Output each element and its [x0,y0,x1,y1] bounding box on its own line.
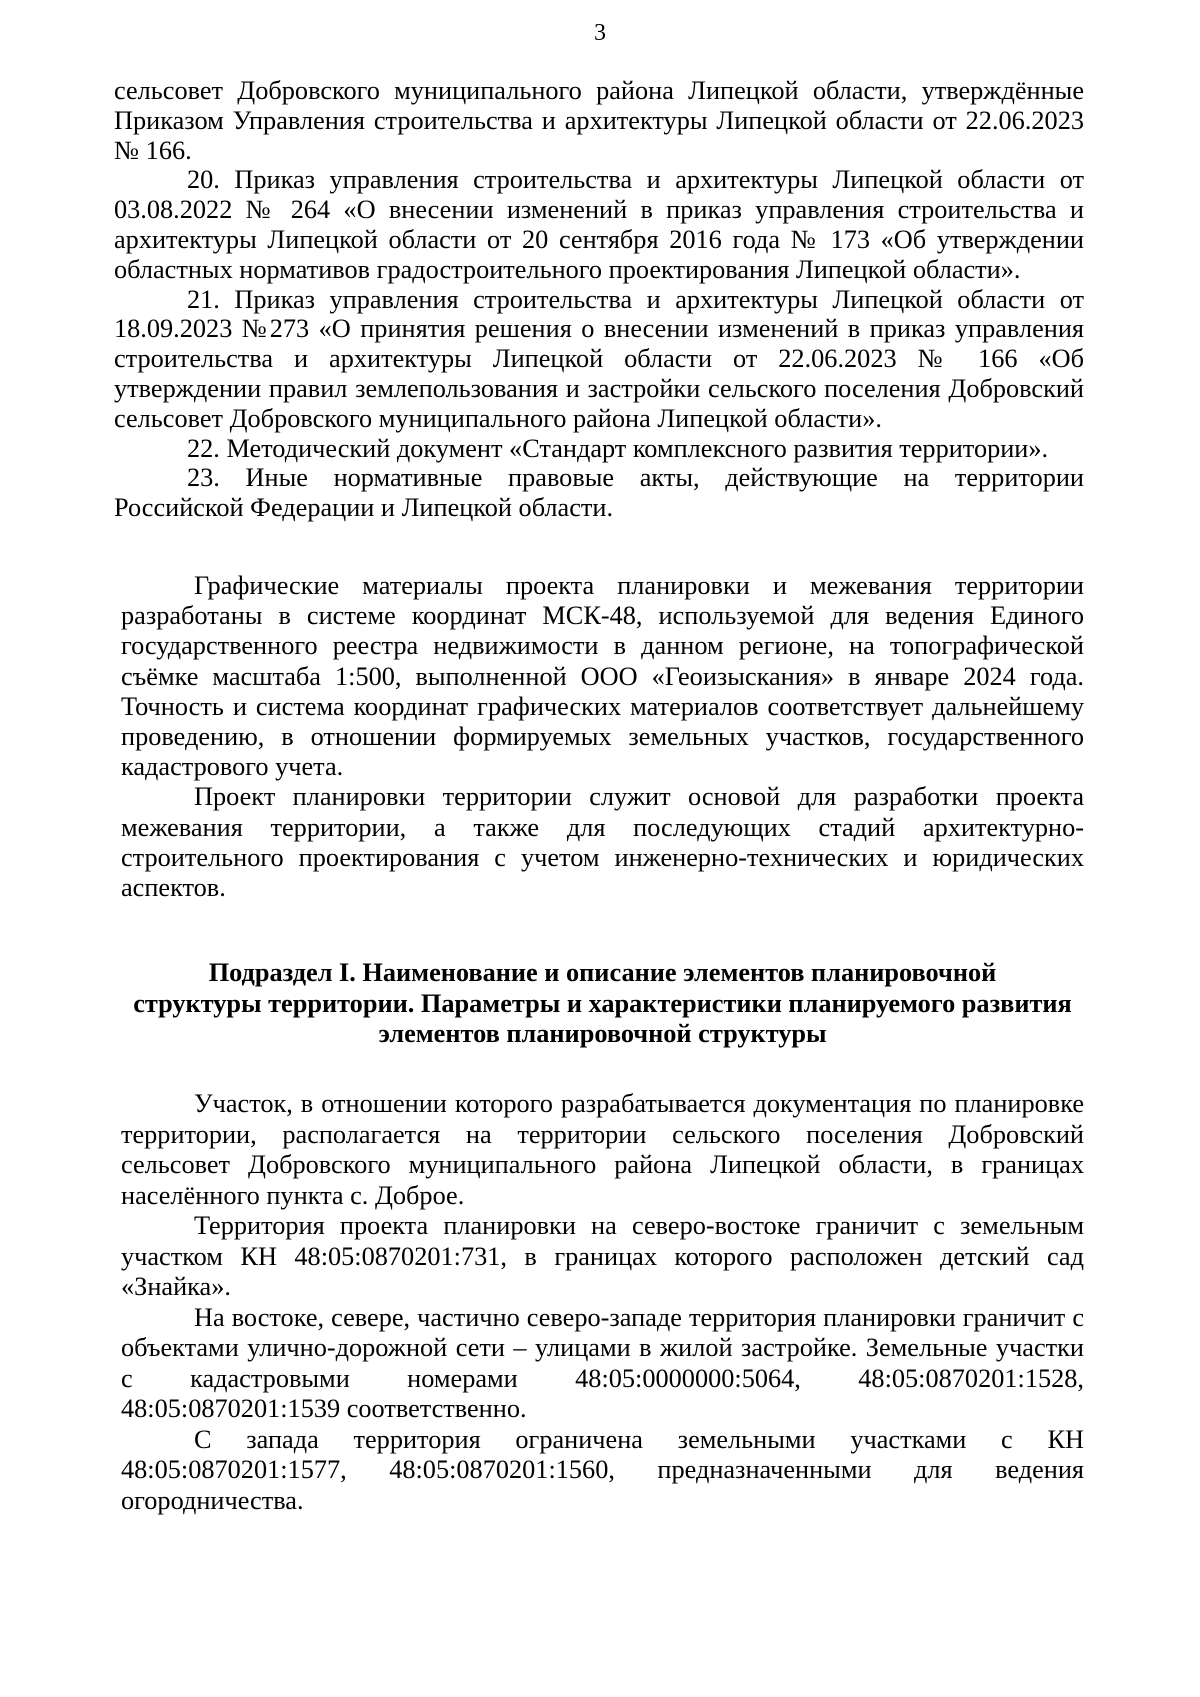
list-item-22: 22. Методический документ «Стандарт комплексного развития территории». [187,433,1049,463]
section-heading [121,958,1084,1050]
paragraph-basis: Проект планировки территории служит основой для разработки проекта межевания территории, а также для последующих стадий архитектурно-строительного проектирования с учетом инженерно-технических и юридических аспектов. [121,782,1084,903]
list-item-21: 21. Приказ управления строительства и архитектуры Липецкой области от 18.09.2023 №273 «О принятия решения о внесении изменений в приказ управления строительства и архитектуры Липецкой области от 22.06.2023 № 166 «Об утверждении правил землепользования и застройки сельского поселения Добровский сельсовет Добровского муниципального района Липецкой области». [114,284,1084,433]
paragraph-west: С запада территория ограничена земельными участками с КН 48:05:0870201:1577, 48:05:0870201:1560, предназначенными для ведения огородничества. [121,1424,1084,1515]
site-description [121,1089,1084,1516]
paragraph-site: Участок, в отношении которого разрабатывается документация по планировке территории, располагается на территории сельского поселения Добровский сельсовет Добровского муниципального района Липецкой области, в границах населённого пункта с. Доброе. [121,1089,1084,1210]
project-description [121,571,1084,903]
paragraph-northeast: Территория проекта планировки на северо-востоке граничит с земельным участком КН 48:05:0870201:731, в границах которого расположен детский сад «Знайка». [121,1211,1084,1301]
paragraph-east: На востоке, севере, частично северо-западе территория планировки граничит с объектами улично-дорожной сети – улицами в жилой застройке. Земельные участки с кадастровыми номерами 48:05:0000000:5064, 48:05:0870201:1528, 48:05:0870201:1539 соответственно. [121,1302,1084,1423]
list-item-20: 20. Приказ управления строительства и архитектуры Липецкой области от 03.08.2022 № 264 «О внесении изменений в приказ управления строительства и архитектуры Липецкой области от 20 сентября 2016 года № 173 «Об утверждении областных нормативов градостроительного проектирования Липецкой области». [114,165,1084,284]
section-heading-line-1: Подраздел I. Наименование и описание элементов планировочной [208,958,997,987]
paragraph-continued: сельсовет Добровского муниципального района Липецкой области, утверждённые Приказом Управления строительства и архитектуры Липецкой области от 22.06.2023 № 166. [114,76,1084,165]
section-heading-line-3: элементов планировочной структуры [378,1019,827,1048]
page-number: 3 [594,20,606,46]
regulations-list [114,76,1084,523]
list-item-23: 23. Иные нормативные правовые акты, действующие на территории Российской Федерации и Липецкой области. [114,463,1084,523]
section-heading-line-2: структуры территории. Параметры и характеристики планируемого развития [133,988,1072,1018]
paragraph-graphics: Графические материалы проекта планировки и межевания территории разработаны в системе координат МСК-48, используемой для ведения Единого государственного реестра недвижимости в данном регионе, на топографической съёмке масштаба 1:500, выполненной ООО «Геоизыскания» в январе 2024 года. Точность и система координат графических материалов соответствует дальнейшему проведению, в отношении формируемых земельных участков, государственного кадастрового учета. [121,571,1084,782]
